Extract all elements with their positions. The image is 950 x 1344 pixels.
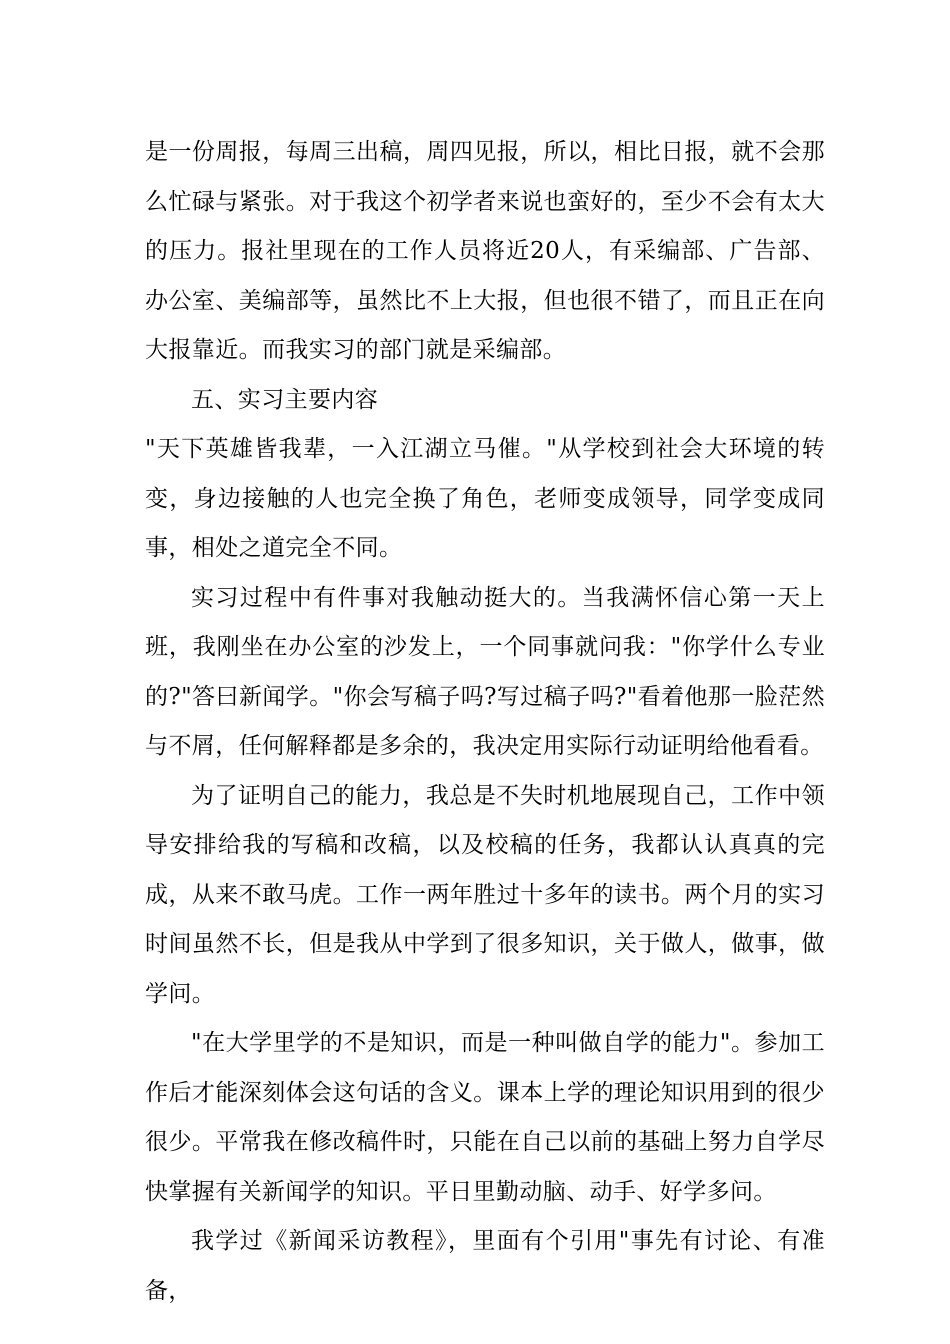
paragraph-4: 为了证明自己的能力，我总是不失时机地展现自己，工作中领导安排给我的写稿和改稿，以及校稿的任务，我都认认真真的完成，从来不敢马虎。工作一两年胜过十多年的读书。两个月的实习时间虽然不长，但是我从中学到了很多知识，关于做人，做事，做学问。 [145,782,825,1007]
paragraph-6: 我学过《新闻采访教程》，里面有个引用"事先有讨论、有准备， [145,1228,825,1304]
paragraph-3: 实习过程中有件事对我触动挺大的。当我满怀信心第一天上班，我刚坐在办公室的沙发上，一个同事就问我："你学什么专业的?"答曰新闻学。"你会写稿子吗?写过稿子吗?"看着他那一脸茫然与不屑，任何解释都是多余的，我决定用实际行动证明给他看看。 [145,584,825,759]
section-heading-internship-content: 五、实习主要内容 [191,386,379,413]
paragraph-2: "天下英雄皆我辈，一入江湖立马催。"从学校到社会大环境的转变，身边接触的人也完全换了角色，老师变成领导，同学变成同事，相处之道完全不同。 [145,436,825,561]
paragraph-1: 是一份周报，每周三出稿，周四见报，所以，相比日报，就不会那么忙碌与紧张。对于我这个初学者来说也蛮好的，至少不会有太大的压力。报社里现在的工作人员将近20人，有采编部、广告部、办公室、美编部等，虽然比不上大报，但也很不错了，而且正在向大报靠近。而我实习的部门就是采编部。 [145,139,825,363]
document-body [145,128,825,1316]
paragraph-5: "在大学里学的不是知识，而是一种叫做自学的能力"。参加工作后才能深刻体会这句话的含义。课本上学的理论知识用到的很少很少。平常我在修改稿件时，只能在自己以前的基础上努力自学尽快掌握有关新闻学的知识。平日里勤动脑、动手、好学多问。 [145,1030,825,1205]
